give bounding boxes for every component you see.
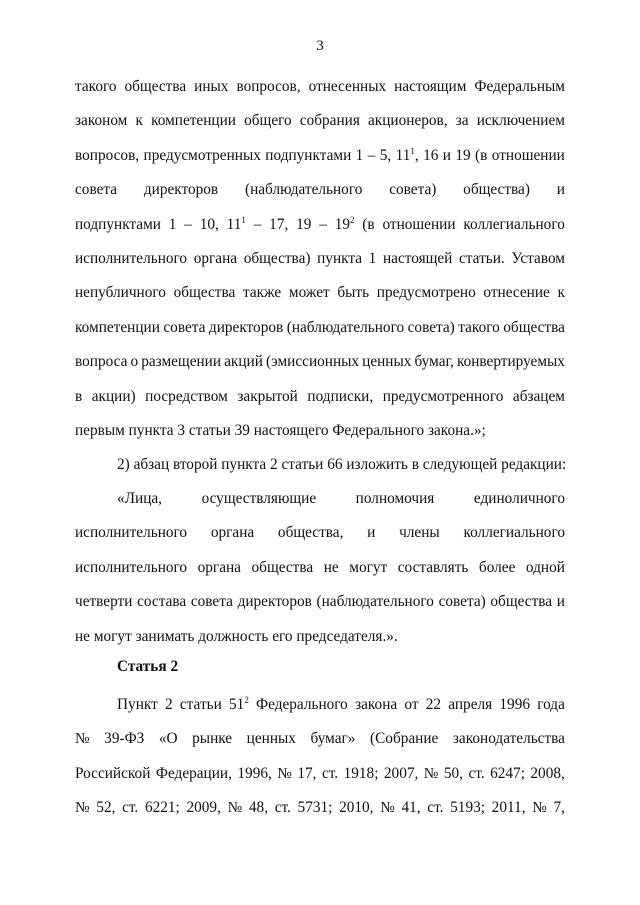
text-line: «Лица, осуществляющие полномочия единоличного	[117, 490, 565, 507]
text-line: исполнительного органа общества) пункта 1 настоящей статьи. Уставом	[75, 249, 565, 267]
text-line: в акции) посредством закрытой подписки, предусмотренного абзацем	[75, 387, 565, 405]
paragraph-article-2	[75, 688, 565, 826]
text-line: такого общества иных вопросов, отнесенных настоящим Федеральным	[75, 78, 565, 95]
article-heading: Статья 2	[117, 658, 179, 675]
text-line: первым пункта 3 статьи 39 настоящего Федерального закона.»;	[75, 421, 486, 439]
text-line: непубличного общества также может быть предусмотрено отнесение к	[75, 284, 565, 302]
text-line: исполнительного органа общества не могут составлять более одной	[75, 558, 565, 576]
text-line: подпунктами 1 – 10, $11^1$ – 17, 19 – $19^2$ (в отношении коллегиального	[75, 214, 565, 233]
text-line: вопросов, предусмотренных подпунктами 1 – 5, $11^1$, 16 и 19 (в отношении	[75, 145, 565, 164]
text-line: 2) абзац второй пункта 2 статьи 66 изложить в следующей редакции:	[117, 456, 567, 473]
paragraph-amendment-item	[75, 448, 565, 482]
text-line: № 52, ст. 6221; 2009, № 48, ст. 5731; 2010, № 41, ст. 5193; 2011, № 7,	[75, 799, 565, 817]
text-line: четверти состава совета директоров (наблюдательного совета) общества и	[75, 593, 565, 611]
text-line: Российской Федерации, 1996, № 17, ст. 1918; 2007, № 50, ст. 6247; 2008,	[75, 764, 565, 782]
text-line: вопроса о размещении акций (эмиссионных ценных бумаг, конвертируемых	[75, 353, 565, 371]
paragraph-quoted-text	[75, 482, 565, 654]
text-line: не могут занимать должность его председателя.».	[75, 627, 398, 645]
text-line: совета директоров (наблюдательного совета) общества) и	[75, 181, 565, 199]
text-line: законом к компетенции общего собрания акционеров, за исключением	[75, 112, 565, 130]
paragraph-continuation	[75, 70, 565, 448]
text-line: Пункт 2 статьи $51^2$ Федерального закона от 22 апреля 1996 года	[117, 695, 565, 713]
text-line: компетенции совета директоров (наблюдательного совета) такого общества	[75, 318, 565, 336]
page-number: 3	[316, 38, 324, 54]
text-line: № 39-ФЗ «О рынке ценных бумаг» (Собрание законодательства	[75, 730, 565, 748]
text-line: исполнительного органа общества, и члены коллегиального	[75, 524, 565, 542]
